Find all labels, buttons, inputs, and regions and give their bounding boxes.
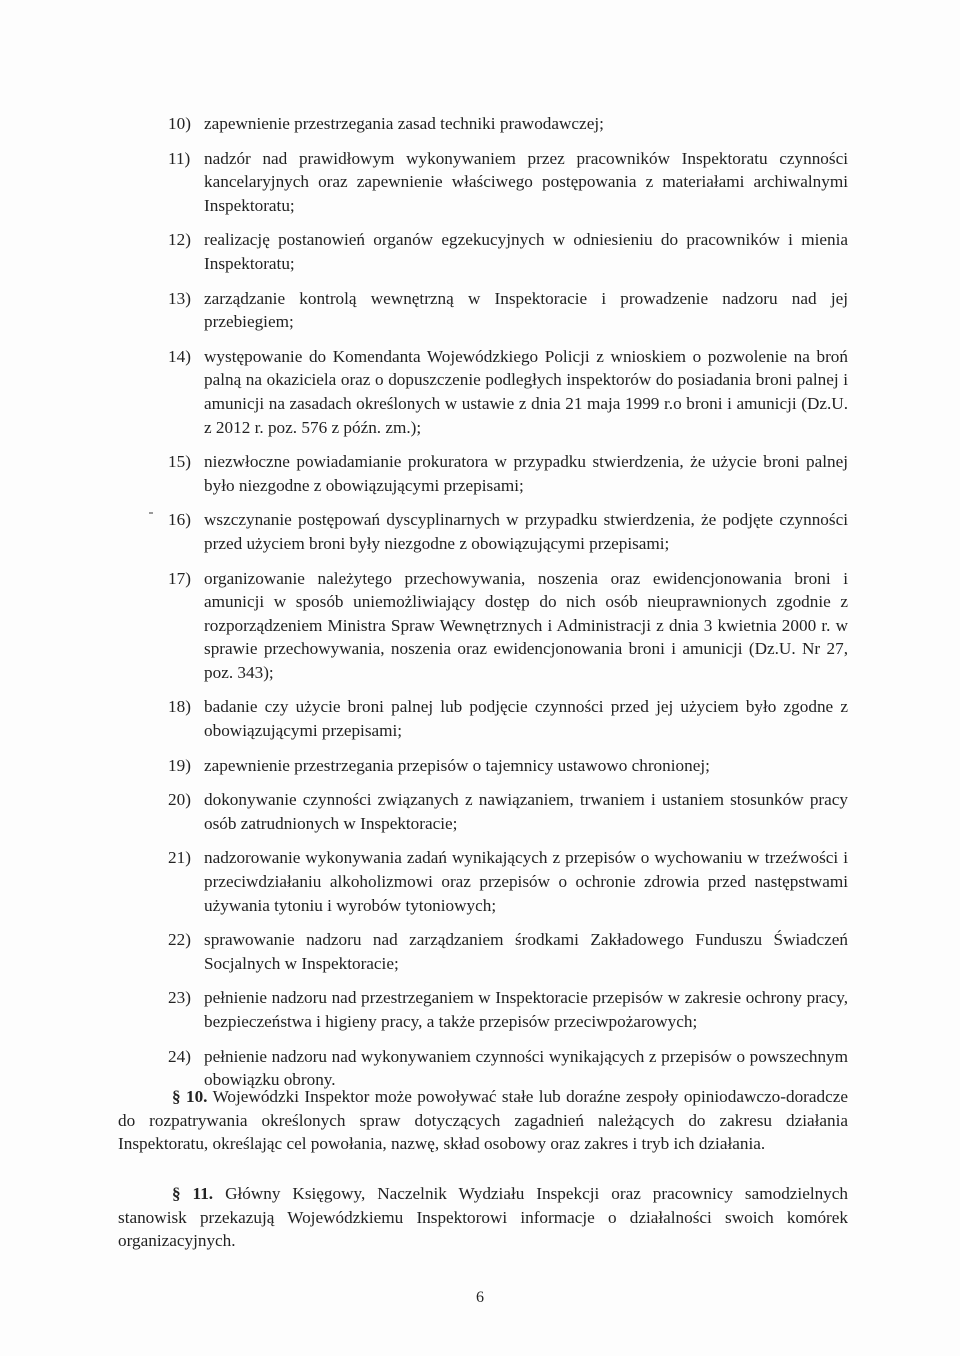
- section-number: § 11.: [172, 1184, 214, 1204]
- list-item-text: wszczynanie postępowań dyscyplinarnych w przypadku stwierdzenia, że podjęte czynności przed użyciem broni były niezgodne z obowiązującymi przepisami;: [204, 510, 848, 553]
- list-item-number: 22): [168, 930, 191, 950]
- list-item: [168, 147, 848, 218]
- list-item-number: 14): [168, 346, 191, 366]
- paragraph-11: [118, 1182, 848, 1253]
- list-item: [168, 112, 848, 136]
- list-item-number: 23): [168, 988, 191, 1008]
- list-item: [168, 928, 848, 975]
- list-item: [168, 754, 848, 778]
- list-item: [168, 345, 848, 439]
- section-number: § 10.: [172, 1087, 208, 1107]
- list-item-number: 17): [168, 568, 191, 588]
- paragraph-text: Główny Księgowy, Naczelnik Wydziału Inspekcji oraz pracownicy samodzielnych stanowisk przekazują Wojewódzkiemu Inspektorowi informacje o działalności swoich komórek organizacyjnych.: [118, 1184, 849, 1251]
- list-item-number: 15): [168, 452, 191, 472]
- list-item-text: dokonywanie czynności związanych z nawiązaniem, trwaniem i ustaniem stosunków pracy osób zatrudnionych w Inspektoracie;: [204, 790, 848, 833]
- list-item-text: niezwłoczne powiadamianie prokuratora w przypadku stwierdzenia, że użycie broni palnej było niezgodne z obowiązującymi przepisami;: [204, 452, 848, 495]
- list-item: [168, 846, 848, 917]
- list-item-text: zapewnienie przestrzegania przepisów o tajemnicy ustawowo chronionej;: [204, 755, 710, 775]
- list-item: [168, 508, 848, 555]
- list-item-number: 21): [168, 848, 191, 868]
- list-item-text: pełnienie nadzoru nad przestrzeganiem w Inspektoracie przepisów w zakresie ochrony pracy, bezpieczeństwa i higieny pracy, a także przepisów przeciwpożarowych;: [204, 988, 848, 1031]
- list-item: [168, 567, 848, 685]
- list-item-text: pełnienie nadzoru nad wykonywaniem czynności wynikających z przepisów o powszechnym obowiązku obrony.: [204, 1046, 848, 1090]
- list-item-number: 16): [168, 510, 191, 530]
- page-number: 6: [476, 1289, 484, 1306]
- list-item-number: 24): [168, 1046, 191, 1066]
- list-item: [168, 695, 848, 742]
- list-item-number: 13): [168, 288, 191, 308]
- list-item-number: 11): [168, 148, 191, 168]
- list-item: [168, 450, 848, 497]
- margin-mark: [149, 512, 153, 514]
- list-item-text: nadzorowanie wykonywania zadań wynikających z przepisów o wychowaniu w trzeźwości i przeciwdziałaniu alkoholizmowi oraz przepisów o ochronie zdrowia przed następstwami używania tytoniu i wyrobów tytoniowych;: [204, 848, 848, 915]
- list-item: [168, 986, 848, 1033]
- list-item: [168, 788, 848, 835]
- list-item-text: występowanie do Komendanta Wojewódzkiego Policji z wnioskiem o pozwolenie na broń palną na okaziciela oraz o dopuszczenie podległych inspektorów do posiadania broni palnej i amunicji na zasadach określonych w ustawie z dnia 21 maja 1999 r.o broni i amunicji (Dz.U. z 2012 r. poz. 576 z późn. zm.);: [204, 346, 848, 437]
- list-item-number: 10): [168, 114, 191, 133]
- list-item-number: 19): [168, 755, 191, 775]
- numbered-list: [168, 112, 848, 1103]
- list-item: [168, 287, 848, 334]
- list-item-text: badanie czy użycie broni palnej lub podjęcie czynności przed jej użyciem było zgodne z obowiązującymi przepisami;: [204, 697, 848, 741]
- list-item-text: realizację postanowień organów egzekucyjnych w odniesieniu do pracowników i mienia Inspektoratu;: [204, 230, 848, 273]
- list-item-number: 20): [168, 790, 191, 810]
- list-item-number: 18): [168, 697, 191, 717]
- list-item-text: organizowanie należytego przechowywania, noszenia oraz ewidencjonowania broni i amunicji w sposób uniemożliwiający dostęp do nich osób nieuprawnionych zgodnie z rozporządzeniem Ministra Spraw Wewnętrznych i Administracji z dnia 3 kwietnia 2000 r. w sprawie przechowywania, noszenia oraz ewidencjonowania broni i amunicji (Dz.U. Nr 27, poz. 343);: [204, 568, 848, 682]
- list-item-text: zarządzanie kontrolą wewnętrzną w Inspektoracie i prowadzenie nadzoru nad jej przebiegiem;: [204, 288, 848, 332]
- list-item-text: sprawowanie nadzoru nad zarządzaniem środkami Zakładowego Funduszu Świadczeń Socjalnych w Inspektoracie;: [204, 930, 848, 973]
- list-item-text: zapewnienie przestrzegania zasad techniki prawodawczej;: [204, 114, 604, 133]
- paragraph-10: [118, 1085, 848, 1156]
- list-item-text: nadzór nad prawidłowym wykonywaniem przez pracowników Inspektoratu czynności kancelaryjnych oraz zapewnienie właściwego postępowania z materiałami archiwalnymi Inspektoratu;: [204, 148, 848, 215]
- list-item: [168, 228, 848, 275]
- list-item-number: 12): [168, 230, 191, 250]
- paragraph-text: Wojewódzki Inspektor może powoływać stałe lub doraźne zespoły opiniodawczo-doradcze do rozpatrywania określonych spraw dotyczących zagadnień należących do zakresu działania Inspektoratu, określając cel powołania, nazwę, skład osobowy oraz zakres i tryb ich działania.: [118, 1087, 848, 1154]
